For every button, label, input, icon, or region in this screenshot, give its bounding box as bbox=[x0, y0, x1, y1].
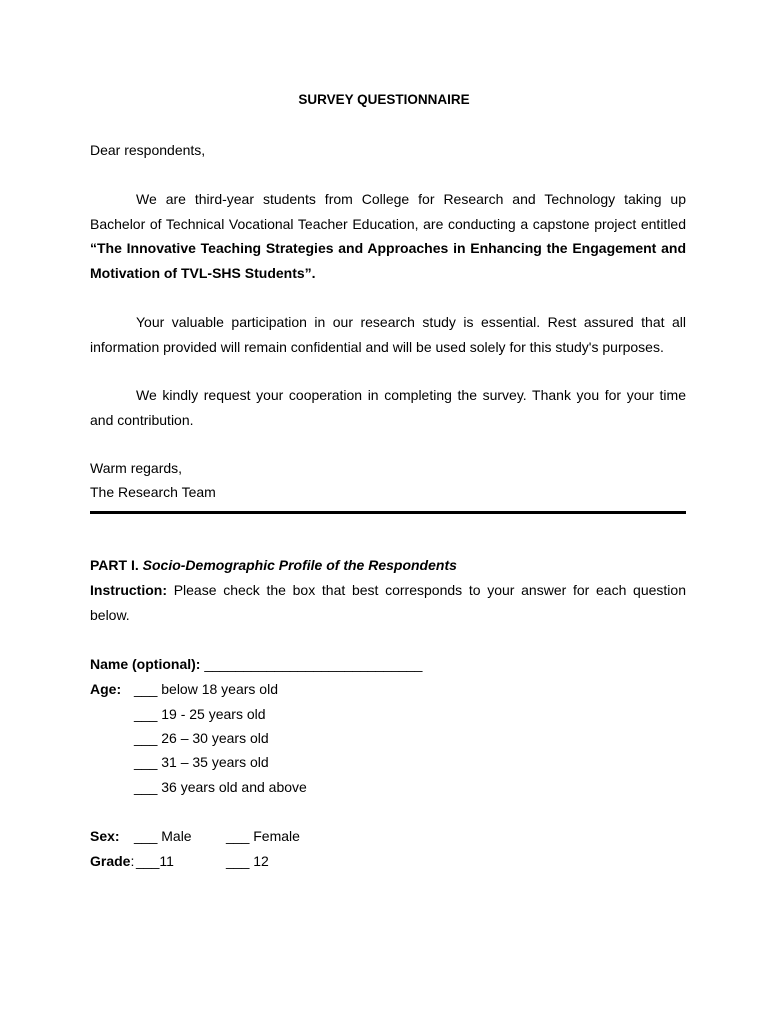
instruction-label: Instruction: bbox=[90, 582, 167, 598]
closing: Warm regards, bbox=[90, 460, 183, 476]
survey-title: SURVEY QUESTIONNAIRE bbox=[298, 92, 470, 107]
grade-option-11[interactable]: ___11 bbox=[136, 853, 174, 869]
section-divider bbox=[90, 511, 686, 514]
part1-heading bbox=[90, 553, 686, 578]
age-label-row bbox=[90, 677, 121, 701]
project-title: “The Innovative Teaching Strategies and Approaches in Enhancing the Engagement and Motivation of TVL-SHS Students”. bbox=[90, 240, 686, 281]
request-paragraph: We kindly request your cooperation in completing the survey. Thank you for your time and contribution. bbox=[90, 387, 686, 428]
intro-text: We are third-year students from College for Research and Technology taking up Bachelor of Technical Vocational Teacher Education, are conducting a capstone project entitled bbox=[90, 191, 686, 232]
salutation: Dear respondents, bbox=[90, 142, 206, 158]
age-option-19-25[interactable]: ___ 19 - 25 years old bbox=[134, 706, 266, 722]
grade-option-12[interactable]: ___ 12 bbox=[226, 853, 269, 869]
name-blank[interactable]: ____________________________ bbox=[200, 656, 423, 672]
instruction-text: Please check the box that best corresponds to your answer for each question below. bbox=[90, 582, 686, 623]
part1-title: Socio-Demographic Profile of the Respondents bbox=[142, 557, 457, 573]
age-option-36-above[interactable]: ___ 36 years old and above bbox=[134, 779, 307, 795]
sex-option-female[interactable]: ___ Female bbox=[226, 828, 300, 844]
intro-paragraph bbox=[90, 187, 686, 285]
grade-colon: : bbox=[130, 853, 135, 869]
grade-label-row bbox=[90, 849, 134, 873]
age-label: Age: bbox=[90, 681, 122, 697]
name-label: Name (optional): bbox=[90, 656, 201, 672]
sex-label-row bbox=[90, 824, 120, 848]
age-option-31-35[interactable]: ___ 31 – 35 years old bbox=[134, 754, 269, 770]
confidentiality-paragraph: Your valuable participation in our research study is essential. Rest assured that all information provided will remain confidential and will be used solely for this study's purposes. bbox=[90, 314, 686, 355]
name-field[interactable] bbox=[90, 652, 422, 676]
sex-label: Sex: bbox=[90, 828, 120, 844]
age-option-below-18[interactable]: ___ below 18 years old bbox=[134, 681, 278, 697]
part1-prefix: PART I. bbox=[90, 557, 143, 573]
instruction bbox=[90, 578, 686, 627]
signature: The Research Team bbox=[90, 484, 216, 500]
grade-label: Grade bbox=[90, 853, 131, 869]
age-option-26-30[interactable]: ___ 26 – 30 years old bbox=[134, 730, 269, 746]
sex-option-male[interactable]: ___ Male bbox=[134, 828, 192, 844]
